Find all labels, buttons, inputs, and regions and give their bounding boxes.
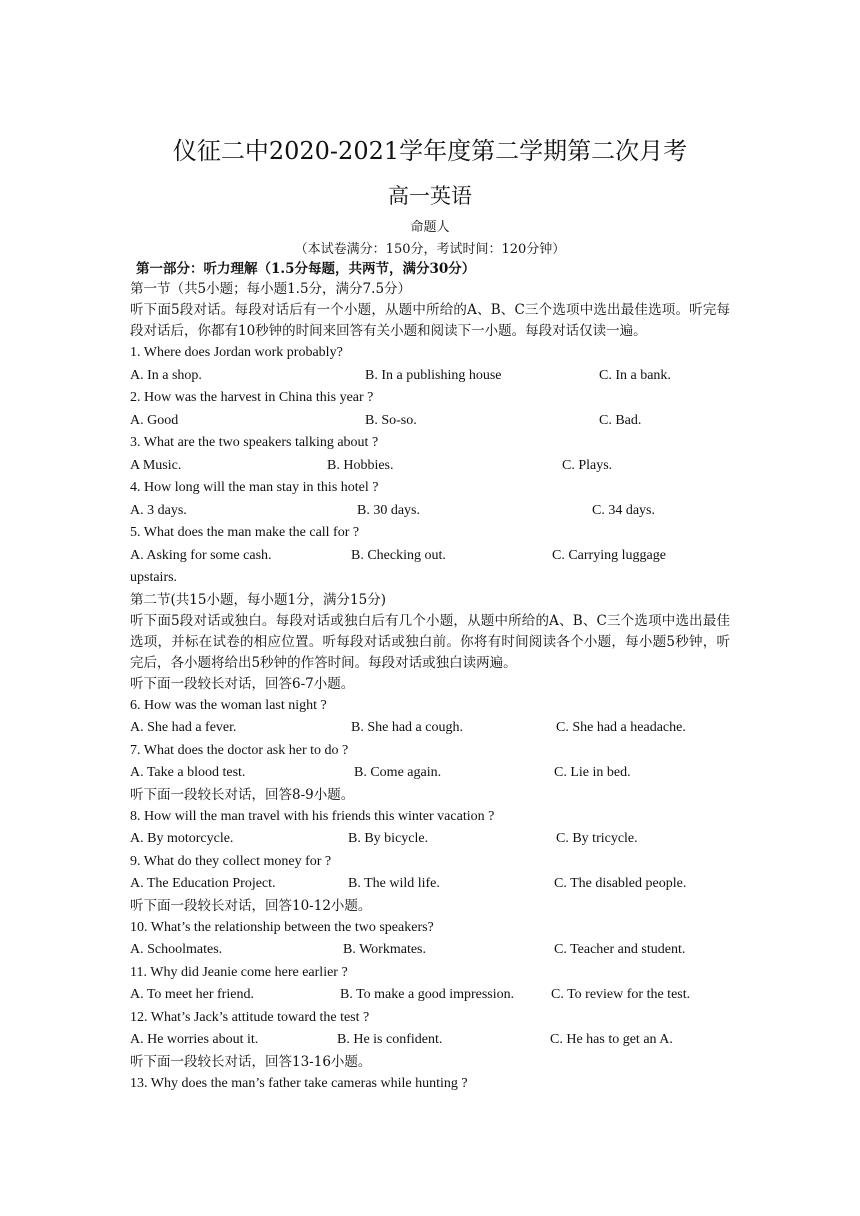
option-c: C. He has to get an A. [550,1032,673,1047]
options-row [130,984,730,1007]
option-b: B. By bicycle. [348,831,429,846]
option-c: C. To review for the test. [551,987,691,1002]
question-2: 2. How was the harvest in China this year ? [130,390,374,405]
option-a: A. To meet her friend. [130,987,254,1002]
options-row [130,828,730,851]
options-row [130,500,730,523]
question-1: 1. Where does Jordan work probably? [130,345,343,360]
option-c: C. Lie in bed. [554,765,631,780]
section1-heading: 第一节（共5小题；每小题1.5分，满分7.5分） [130,281,412,297]
exam-page [130,135,730,1095]
question-8: 8. How will the man travel with his friends this winter vacation ? [130,808,495,824]
option-a: A. In a shop. [130,367,202,383]
dialog-note: 听下面一段较长对话，回答13-16小题。 [130,1053,372,1070]
option-b: B. Hobbies. [327,457,394,473]
option-c: C. In a bank. [599,367,671,383]
options-row [130,410,730,433]
section1-instructions: 听下面5段对话。每段对话后有一个小题，从题中所给的A、B、C三个选项中选出最佳选项。听完每段对话后，你都有10秒钟的时间来回答有关小题和阅读下一小题。每段对话仅读一遍。 [130,302,730,339]
section2-heading: 第二节(共15小题，每小题1分，满分15分) [130,591,386,608]
option-a: A. Good [130,412,179,428]
part1-heading: 第一部分：听力理解（1.5分每题，共两节，满分30分） [136,261,476,277]
option-a: A. 3 days. [130,502,187,518]
dialog-note: 听下面一段较长对话，回答10-12小题。 [130,897,372,914]
options-row [130,1029,730,1052]
option-a: A Music. [130,457,182,473]
option-b: B. So-so. [365,412,417,428]
option-c: C. She had a headache. [556,720,686,735]
question-10: 10. What’s the relationship between the two speakers? [130,919,434,935]
option-b: B. Checking out. [351,547,446,563]
options-row [130,873,730,896]
exam-title: 仪征二中2020-2021学年度第二学期第二次月考 [172,137,688,165]
exam-note: （本试卷满分：150分，考试时间：120分钟） [294,242,566,257]
question-7: 7. What does the doctor ask her to do ? [130,742,349,758]
option-c: C. Bad. [599,412,642,428]
options-row [130,717,730,740]
option-a: A. By motorcycle. [130,831,234,846]
section2-instructions: 听下面5段对话或独白。每段对话或独白后有几个小题，从题中所给的A、B、C三个选项中选出最佳选项，并标在试卷的相应位置。听每段对话或独白前。你将有时间阅读各个小题，每小题5秒钟，听完后，各小题将给出5秒钟的作答时间。每段对话或独白读两遍。 [130,612,730,671]
option-c: C. By tricycle. [556,831,638,846]
option-a: A. Take a blood test. [130,765,246,780]
option-b: B. 30 days. [357,502,420,518]
option-a: A. Schoolmates. [130,942,223,957]
question-4: 4. How long will the man stay in this hotel ? [130,480,379,495]
question-5: 5. What does the man make the call for ? [130,525,360,540]
options-row [130,365,730,388]
option-b: B. The wild life. [348,876,440,891]
question-3: 3. What are the two speakers talking about ? [130,435,379,450]
question-9: 9. What do they collect money for ? [130,853,332,869]
options-row [130,545,730,568]
option-c: C. Plays. [562,457,613,473]
option-a: A. The Education Project. [130,876,276,891]
option-b: B. In a publishing house [365,367,502,383]
option-a: A. She had a fever. [130,720,237,735]
options-row [130,455,730,478]
option-b: B. Workmates. [343,942,426,957]
dialog-note: 听下面一段较长对话，回答8-9小题。 [130,786,355,803]
option-b: B. Come again. [354,765,442,780]
author-label: 命题人 [410,220,450,235]
option-b: B. He is confident. [337,1032,443,1047]
options-row [130,939,730,962]
option-c: C. Teacher and student. [554,942,686,957]
question-11: 11. Why did Jeanie come here earlier ? [130,964,348,980]
option-c: C. The disabled people. [554,876,687,891]
option-a: A. Asking for some cash. [130,547,272,563]
subject-title: 高一英语 [388,184,472,208]
option-a: A. He worries about it. [130,1032,259,1047]
question-6: 6. How was the woman last night ? [130,697,327,713]
option-b: B. To make a good impression. [340,987,515,1002]
option-c: C. 34 days. [592,502,655,518]
options-row [130,762,730,785]
option-c-continued: upstairs. [130,570,178,585]
question-13: 13. Why does the man’s father take cameras while hunting ? [130,1075,468,1091]
question-12: 12. What’s Jack’s attitude toward the test ? [130,1009,370,1025]
dialog-note: 听下面一段较长对话，回答6-7小题。 [130,675,355,692]
option-c: C. Carrying luggage [552,547,666,563]
option-b: B. She had a cough. [351,720,463,735]
